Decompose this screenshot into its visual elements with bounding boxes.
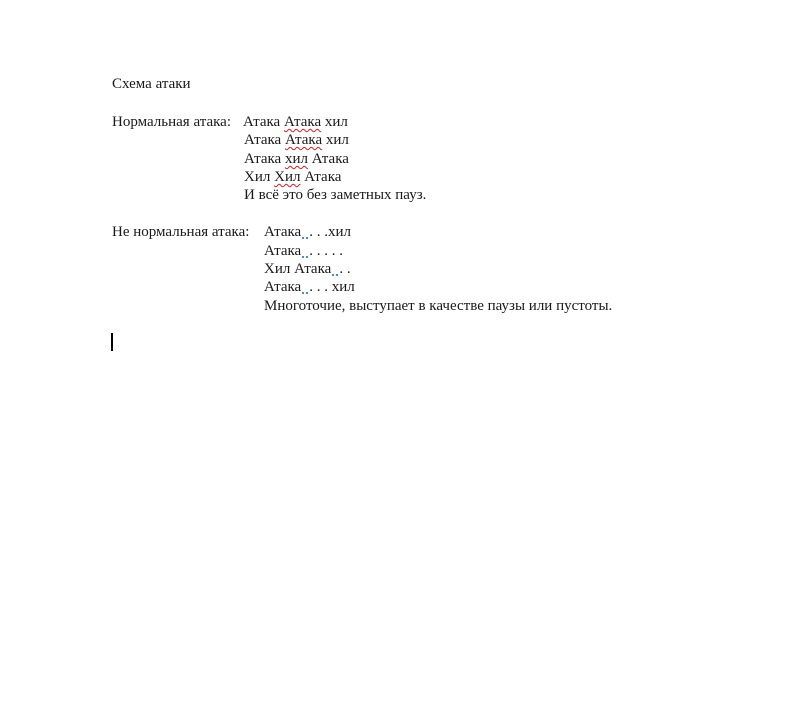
- abnormal-attack-note: Многоточие, выступает в качестве паузы или пустоты.: [264, 298, 613, 314]
- spellcheck-word: Атака: [284, 132, 323, 148]
- pause-dots: . . . . .: [309, 243, 343, 259]
- normal-attack-line-1: [243, 113, 348, 131]
- pause-dots: . .: [339, 261, 351, 277]
- normal-attack-line-3: [244, 150, 349, 168]
- word: Хил: [264, 261, 295, 277]
- word: Атака: [294, 261, 332, 277]
- spellcheck-gap-mark: [301, 255, 309, 259]
- abnormal-attack-line-1: [264, 223, 351, 241]
- word: Атака: [244, 151, 282, 167]
- abnormal-attack-line-2: [264, 242, 343, 260]
- spellcheck-word: Атака: [283, 114, 322, 130]
- text-cursor: [111, 333, 113, 351]
- word: Атака: [264, 243, 302, 259]
- normal-attack-label: Нормальная атака:: [112, 114, 231, 130]
- spellcheck-word: Хил: [274, 169, 301, 185]
- word: хил: [324, 114, 348, 130]
- spellcheck-gap-mark: [301, 236, 309, 240]
- word: Атака: [311, 151, 349, 167]
- normal-attack-note: И всё это без заметных пауз.: [244, 187, 427, 203]
- word: Атака: [304, 169, 342, 185]
- abnormal-attack-line-4: [264, 278, 355, 296]
- word: Атака: [264, 224, 302, 240]
- normal-attack-line-2: [244, 131, 349, 149]
- spellcheck-word: хил: [284, 151, 308, 167]
- word: хил: [325, 132, 349, 148]
- pause-dots: . . .хил: [309, 224, 351, 240]
- word: Атака: [264, 279, 302, 295]
- normal-attack-line-4: [244, 168, 341, 186]
- pause-dots: . . . хил: [309, 279, 355, 295]
- word: Атака: [244, 132, 282, 148]
- abnormal-attack-label: Не нормальная атака:: [112, 224, 250, 240]
- abnormal-attack-line-3: [264, 260, 351, 278]
- word: Хил: [244, 169, 271, 185]
- spellcheck-gap-mark: [301, 291, 309, 295]
- word: Атака: [243, 114, 281, 130]
- document-title: Схема атаки: [112, 76, 191, 92]
